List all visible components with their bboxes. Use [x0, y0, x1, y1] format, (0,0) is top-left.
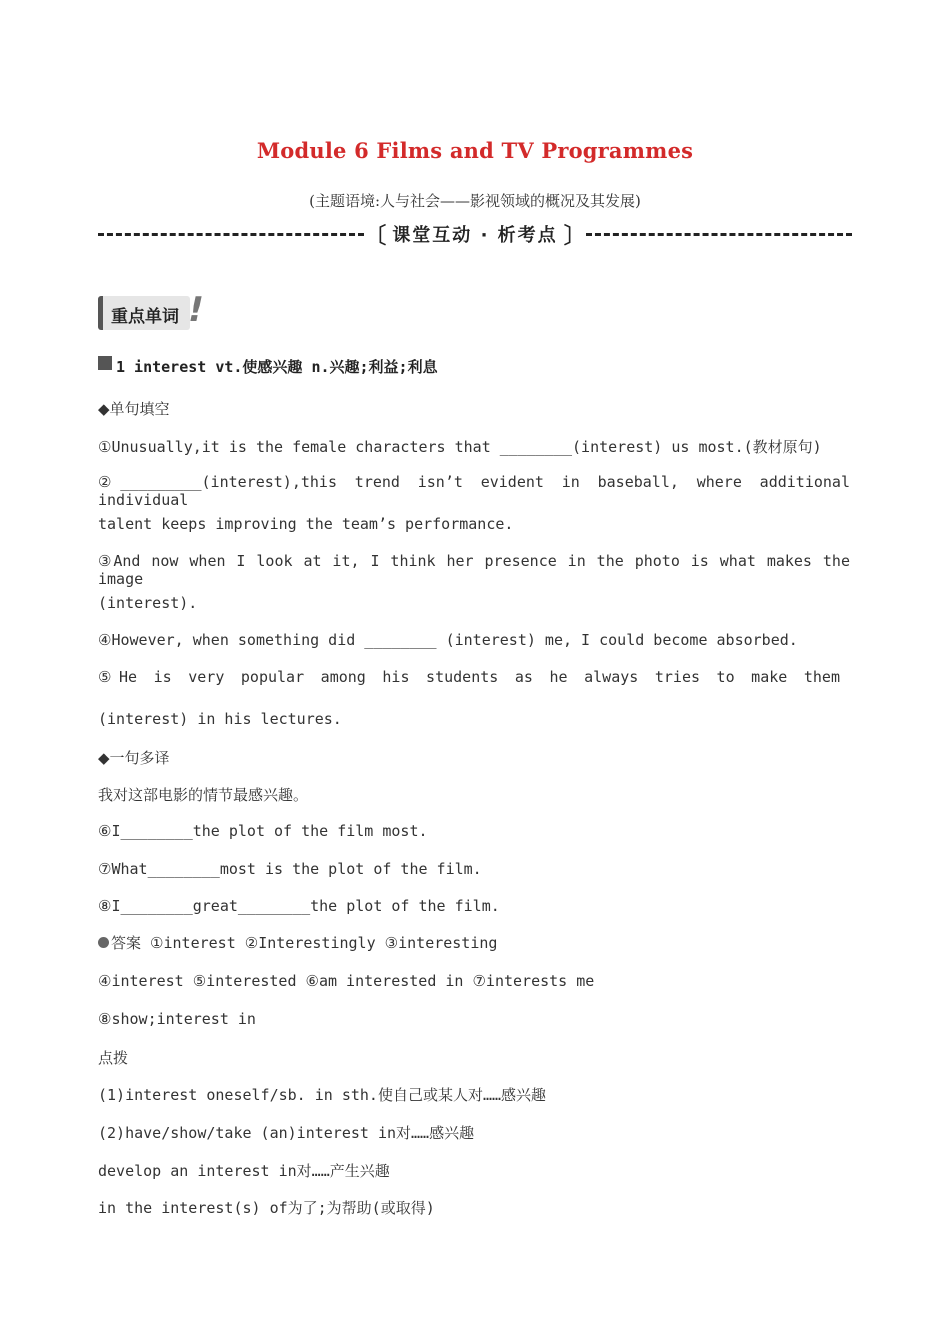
answers-line-1: [98, 932, 497, 953]
section-divider: [98, 220, 852, 248]
question-2-line-1: ②_________(interest),this trend isn’t evident in baseball, where additional individual: [98, 473, 850, 509]
tips-heading: 点拨: [98, 1049, 129, 1067]
question-8: ⑧I________great________the plot of the film.: [98, 897, 500, 915]
tip-1: (1)interest oneself/sb. in sth.使自己或某人对……感兴趣: [98, 1086, 547, 1104]
key-words-badge: [98, 296, 190, 330]
translate-sentence: 我对这部电影的情节最感兴趣。: [98, 786, 309, 804]
question-6: ⑥I________the plot of the film most.: [98, 822, 428, 840]
answer-icon: [98, 937, 109, 948]
theme-subtitle: (主题语境:人与社会——影视领域的概况及其发展): [309, 192, 641, 210]
question-7: ⑦What________most is the plot of the film.: [98, 860, 482, 878]
section-label: 课堂互动 · 析考点: [392, 225, 558, 246]
question-5-line-1: ⑤He is very popular among his students as he always tries to make them: [98, 668, 840, 686]
tip-2: (2)have/show/take (an)interest in对……感兴趣: [98, 1124, 475, 1142]
dashed-rule-left: [98, 233, 364, 236]
question-4: ④However, when something did ________ (interest) me, I could become absorbed.: [98, 631, 798, 649]
dashed-rule-right: [586, 233, 852, 236]
question-3-line-1: ③And now when I look at it, I think her presence in the photo is what makes the image: [98, 552, 850, 588]
bracket-left: 〔: [364, 223, 387, 249]
answers-line-2: ④interest ⑤interested ⑥am interested in ⑦interests me: [98, 972, 595, 990]
question-1: ①Unusually,it is the female characters that ________(interest) us most.(教材原句): [98, 438, 822, 456]
fill-blank-heading: ◆单句填空: [98, 400, 170, 418]
tip-4: in the interest(s) of为了;为帮助(或取得): [98, 1199, 435, 1217]
translate-heading: ◆一句多译: [98, 749, 170, 767]
badge-label: 重点单词: [111, 307, 179, 327]
answers-text-1: ①interest ②Interestingly ③interesting: [141, 934, 498, 952]
tip-3: develop an interest in对……产生兴趣: [98, 1162, 390, 1180]
answers-label: 答案: [111, 934, 142, 952]
square-bullet-icon: [98, 356, 112, 370]
answers-line-3: ⑧show;interest in: [98, 1010, 256, 1028]
question-2-line-2: talent keeps improving the team’s performance.: [98, 515, 514, 533]
bracket-right: 〕: [563, 223, 586, 249]
module-title: Module 6 Films and TV Programmes: [256, 138, 694, 163]
word-headline: 1 interest vt.使感兴趣 n.兴趣;利益;利息: [116, 358, 438, 376]
question-5-line-2: (interest) in his lectures.: [98, 710, 342, 728]
question-3-line-2: (interest).: [98, 594, 198, 612]
exclamation-mark: !: [183, 290, 208, 330]
